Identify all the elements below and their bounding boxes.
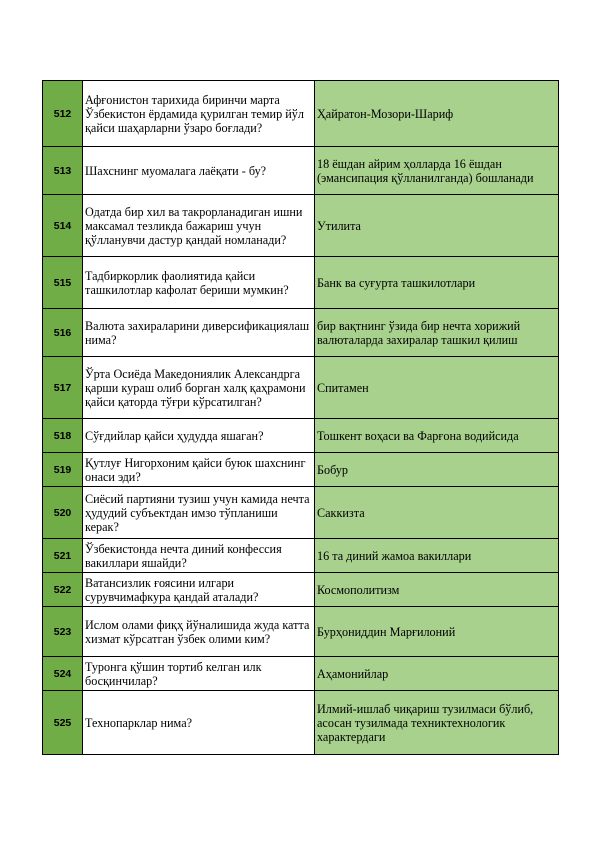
answer-cell: Ҳайратон-Мозори-Шариф — [315, 81, 559, 147]
row-number: 525 — [43, 691, 83, 755]
table-row — [43, 195, 559, 257]
table-row — [43, 539, 559, 573]
answer-cell: Космополитизм — [315, 573, 559, 607]
answer-cell: Саккизта — [315, 487, 559, 539]
answer-cell: бир вақтнинг ўзида бир нечта хорижий валюталарда захиралар ташкил қилиш — [315, 309, 559, 357]
question-cell: Ўрта Осиёда Македониялик Александрга қарши кураш олиб борган халқ қаҳрамони қайси қаторда тўғри кўрсатилган? — [83, 357, 315, 419]
table-row — [43, 573, 559, 607]
question-cell: Тадбиркорлик фаолиятида қайси ташкилотлар кафолат бериши мумкин? — [83, 257, 315, 309]
question-cell: Сиёсий партияни тузиш учун камида нечта ҳудудий субъектдан имзо тўпланиши керак? — [83, 487, 315, 539]
question-cell: Ўзбекистонда нечта диний конфессия вакиллари яшайди? — [83, 539, 315, 573]
row-number: 514 — [43, 195, 83, 257]
row-number: 513 — [43, 147, 83, 195]
answer-cell: Банк ва суғурта ташкилотлари — [315, 257, 559, 309]
question-cell: Туронга қўшин тортиб келган илк босқинчилар? — [83, 657, 315, 691]
question-cell: Қутлуғ Нигорхоним қайси буюк шахснинг онаси эди? — [83, 453, 315, 487]
table-row — [43, 453, 559, 487]
table-row — [43, 257, 559, 309]
qa-table — [42, 80, 559, 755]
question-cell: Шахснинг муомалага лаёқати - бу? — [83, 147, 315, 195]
table-row — [43, 81, 559, 147]
question-cell: Валюта захираларини диверсификациялаш нима? — [83, 309, 315, 357]
row-number: 523 — [43, 607, 83, 657]
question-cell: Одатда бир хил ва такрорланадиган ишни максамал тезликда бажариш учун қўлланувчи дастур қандай номланади? — [83, 195, 315, 257]
row-number: 524 — [43, 657, 83, 691]
question-cell: Технопарклар нима? — [83, 691, 315, 755]
table-row — [43, 657, 559, 691]
row-number: 520 — [43, 487, 83, 539]
question-cell: Ислом олами фиқҳ йўналишида жуда катта хизмат кўрсатган ўзбек олими ким? — [83, 607, 315, 657]
question-cell: Ватансизлик ғоясини илгари сурувчимафкура қандай аталади? — [83, 573, 315, 607]
table-row — [43, 147, 559, 195]
table-row — [43, 607, 559, 657]
row-number: 521 — [43, 539, 83, 573]
answer-cell: Аҳамонийлар — [315, 657, 559, 691]
row-number: 515 — [43, 257, 83, 309]
answer-cell: Утилита — [315, 195, 559, 257]
answer-cell: 18 ёшдан айрим ҳолларда 16 ёшдан (эмансипация қўлланилганда) бошланади — [315, 147, 559, 195]
row-number: 522 — [43, 573, 83, 607]
table-row — [43, 419, 559, 453]
answer-cell: Бобур — [315, 453, 559, 487]
table-row — [43, 691, 559, 755]
table-row — [43, 309, 559, 357]
answer-cell: Илмий-ишлаб чиқариш тузилмаси бўлиб, асосан тузилмада техниктехнологик характердаги — [315, 691, 559, 755]
row-number: 512 — [43, 81, 83, 147]
answer-cell: 16 та диний жамоа вакиллари — [315, 539, 559, 573]
answer-cell: Тошкент воҳаси ва Фарғона водийсида — [315, 419, 559, 453]
row-number: 516 — [43, 309, 83, 357]
answer-cell: Бурҳониддин Марғилоний — [315, 607, 559, 657]
question-cell: Афғонистон тарихида биринчи марта Ўзбекистон ёрдамида қурилган темир йўл қайси шаҳарларни ўзаро боғлади? — [83, 81, 315, 147]
answer-cell: Спитамен — [315, 357, 559, 419]
row-number: 519 — [43, 453, 83, 487]
question-cell: Сўғдийлар қайси ҳудудда яшаган? — [83, 419, 315, 453]
table-row — [43, 487, 559, 539]
row-number: 518 — [43, 419, 83, 453]
table-row — [43, 357, 559, 419]
row-number: 517 — [43, 357, 83, 419]
